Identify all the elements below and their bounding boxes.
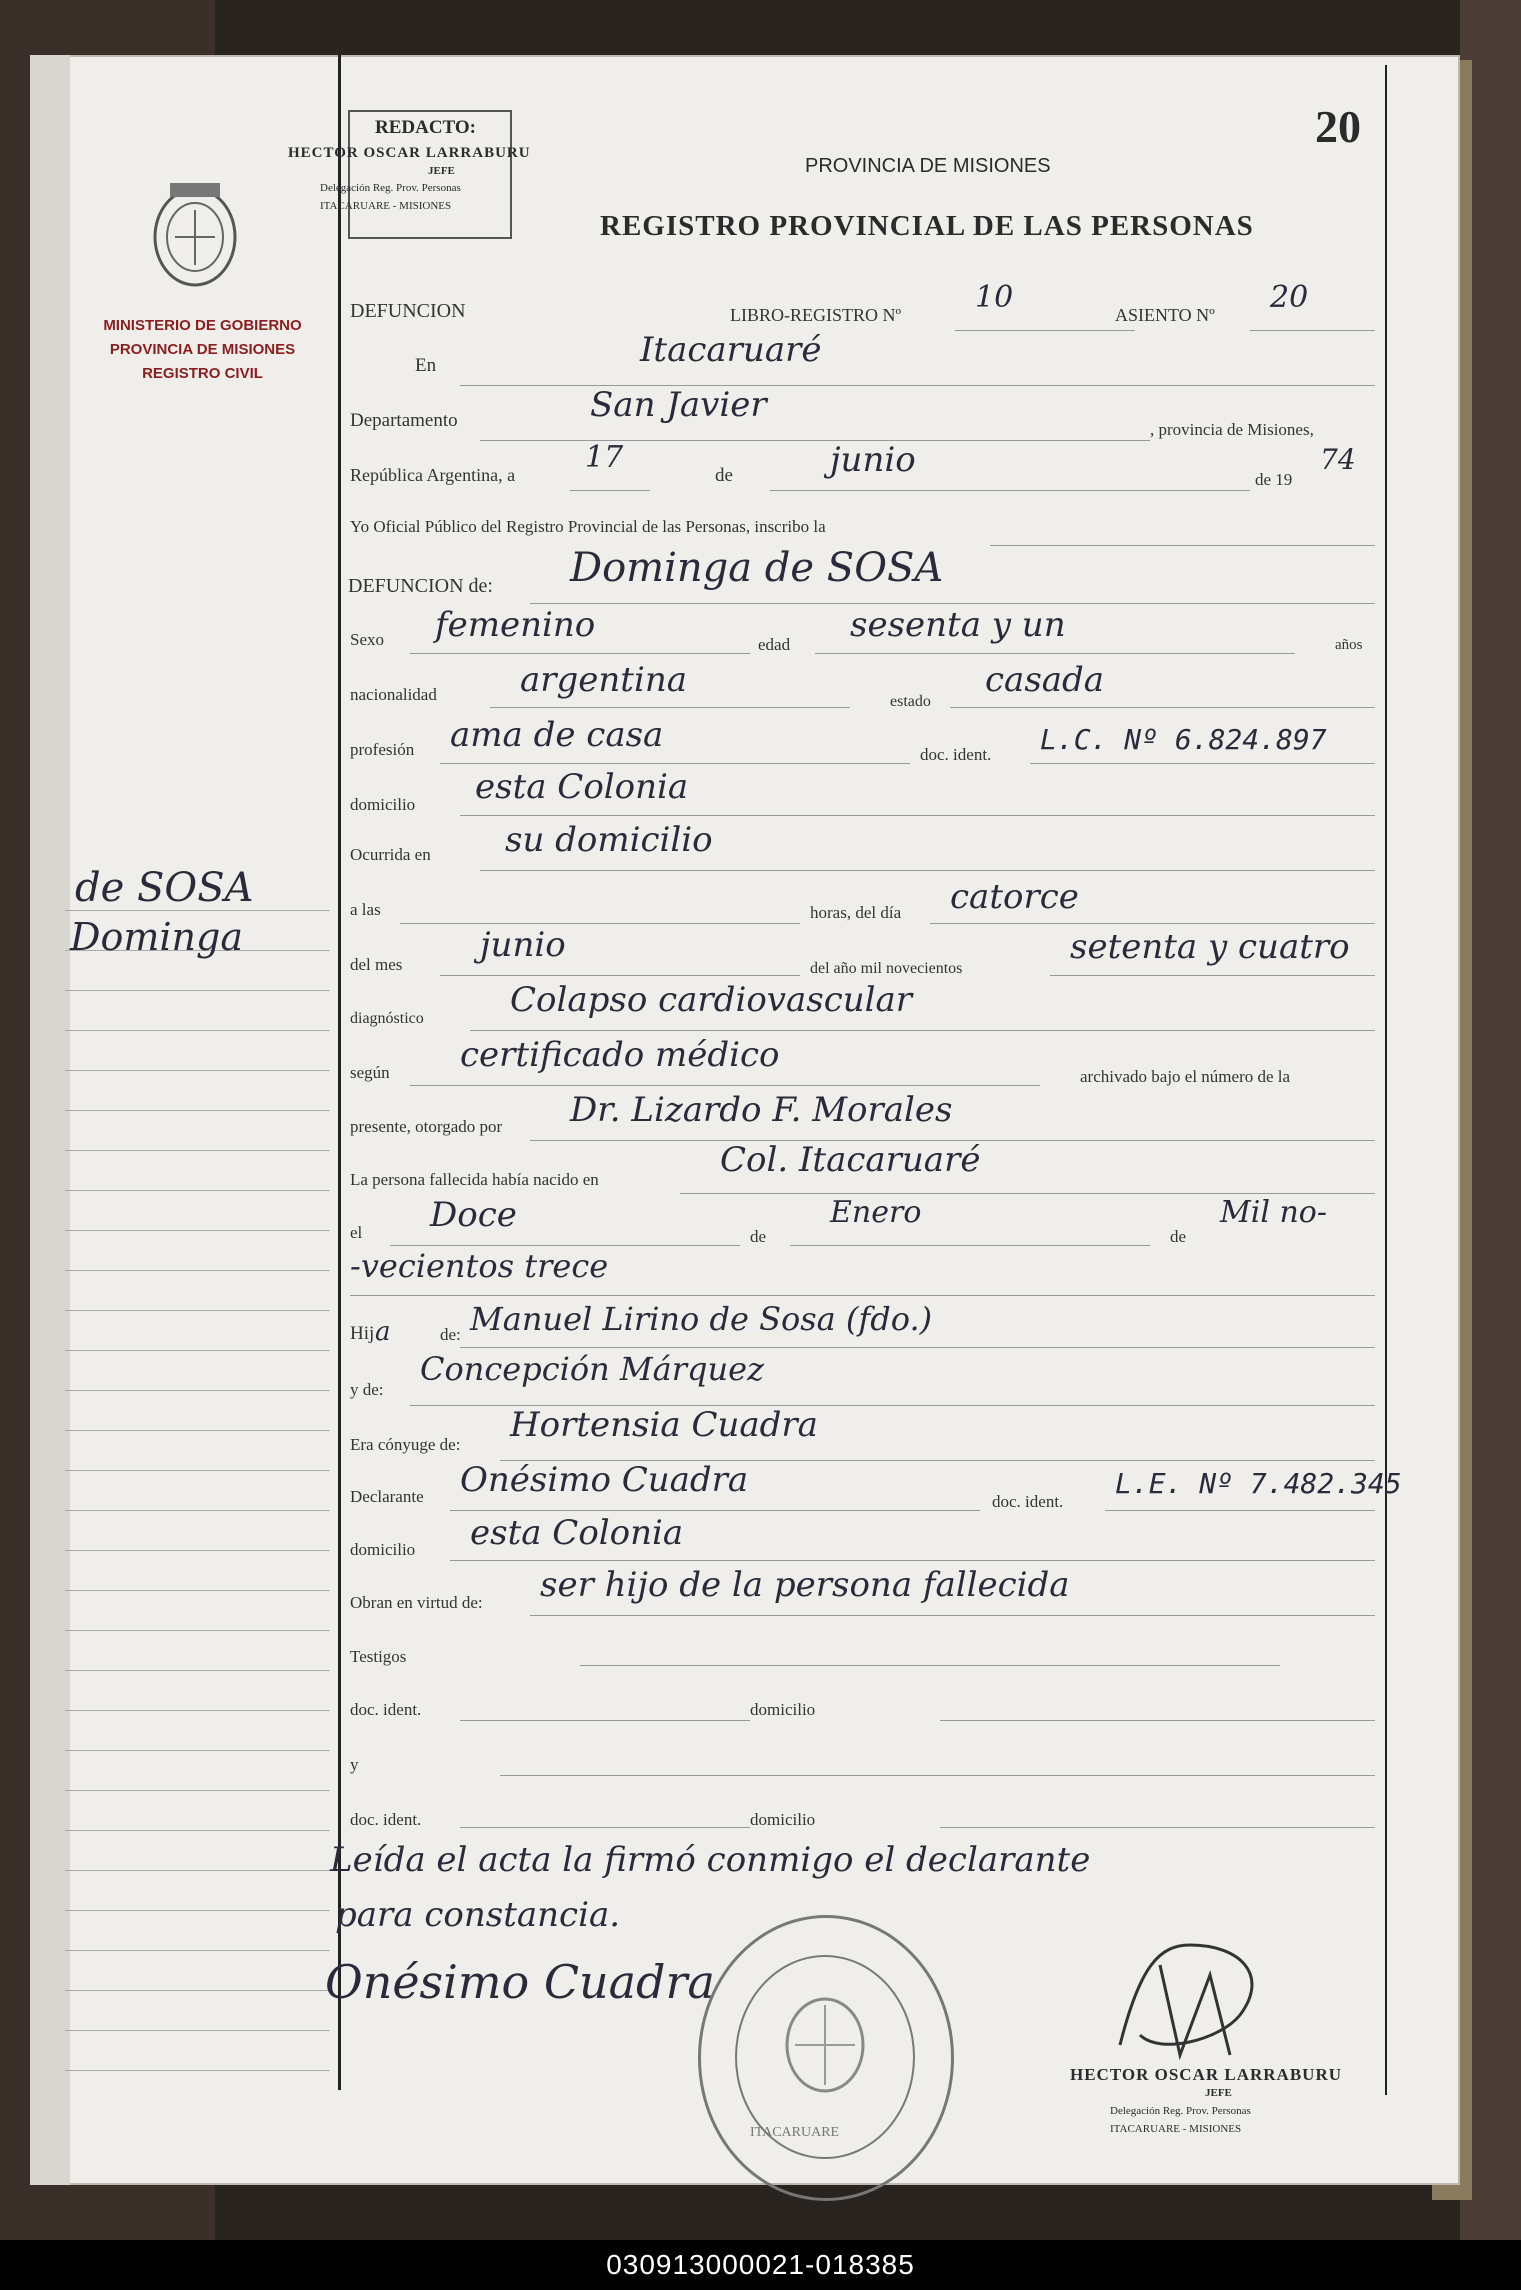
day-rule [570,490,650,491]
age-rule [815,653,1295,654]
witness1-doc-rule [460,1720,750,1721]
margin-rule [65,1790,330,1791]
de-label: de [715,465,733,486]
born-de-label: de [750,1227,767,1246]
dept-rule [480,440,1150,441]
age-label: edad [758,635,791,654]
occurred-label: Ocurrida en [350,845,431,864]
month-word-label: del mes [350,955,403,974]
witness2-dom-label: domicilio [750,1810,816,1829]
state-label: estado [890,693,931,710]
closing-line2: para constancia. [335,1895,621,1935]
margin-rule [65,1510,330,1511]
death-of-value: Dominga de SOSA [570,545,944,591]
sex-label: Sexo [350,630,384,649]
stamp-name: HECTOR OSCAR LARRABURU [288,145,531,161]
death-of-label: DEFUNCION de: [348,575,493,597]
margin-rule [65,1470,330,1471]
son-label: Hij [350,1323,375,1344]
day-value: 17 [585,440,624,475]
declarant-value: Onésimo Cuadra [460,1460,749,1500]
born-month-rule [790,1245,1150,1246]
born-value: Col. Itacaruaré [720,1140,981,1180]
born-day-value: Doce [430,1195,517,1235]
year-value: 74 [1320,443,1356,476]
header-title: REGISTRO PROVINCIAL DE LAS PERSONAS [600,210,1254,242]
margin-rule [65,1150,330,1151]
according-rule [410,1085,1040,1086]
margin-rule [65,1270,330,1271]
and-label: y de: [350,1380,384,1399]
born-year-cont-rule [350,1295,1375,1296]
diagnosis-rule [470,1030,1375,1031]
profession-rule [440,763,910,764]
margin-rule [65,990,330,991]
margin-rule [65,1190,330,1191]
declarant-doc-rule [1105,1510,1375,1511]
witnesses-label: Testigos [350,1647,407,1666]
bottom-stamp-line4: ITACARUARE - MISIONES [1110,2123,1242,2135]
age-value: sesenta y un [850,605,1066,645]
footer-id: 030913000021-018385 [0,2240,1521,2290]
coat-of-arms-icon [140,175,250,295]
born-rule [680,1193,1375,1194]
declarant-dom-label: domicilio [350,1540,416,1559]
nationality-label: nacionalidad [350,685,437,704]
dept-value: San Javier [590,385,767,425]
header-province: PROVINCIA DE MISIONES [805,155,1051,177]
margin-rule [65,1070,330,1071]
domicile-label: domicilio [350,795,416,814]
declarant-doc-label: doc. ident. [992,1492,1064,1511]
margin-rule [65,1630,330,1631]
book-label: LIBRO-REGISTRO Nº [730,305,902,325]
seal-town: ITACARUARE [750,2125,840,2140]
province-suffix: , provincia de Misiones, [1150,420,1314,439]
state-rule [950,707,1375,708]
margin-rule [65,1350,330,1351]
margin-surname: de SOSA [75,865,254,911]
official-signature-icon [1100,1905,1280,2075]
spouse-value: Hortensia Cuadra [510,1405,818,1445]
nationality-value: argentina [520,660,688,700]
stamp-line3: Delegación Reg. Prov. Personas [320,182,461,194]
year-words-rule [1050,975,1375,976]
born-day-rule [390,1245,740,1246]
spouse-label: Era cónyuge de: [350,1435,461,1454]
seal-emblem-icon [775,1990,875,2100]
margin-rule [65,2030,330,2031]
born-year-value: Mil no- [1220,1195,1327,1230]
present-label: presente, otorgado por [350,1117,503,1136]
born-month-value: Enero [830,1195,922,1230]
margin-rule [65,1830,330,1831]
margin-rule [65,1110,330,1111]
official-rule [990,545,1375,546]
diagnosis-value: Colapso cardiovascular [510,980,913,1020]
father-value: Manuel Lirino de Sosa (fdo.) [470,1300,933,1338]
docident-rule [1030,763,1375,764]
archived-label: archivado bajo el número de la [1080,1067,1291,1086]
sex-value: femenino [435,605,596,645]
republic-label: República Argentina, a [350,465,516,485]
margin-name: Dominga [70,915,243,959]
margin-rule [65,1710,330,1711]
profession-value: ama de casa [450,715,664,755]
years-label: años [1335,637,1363,653]
domicile-value: esta Colonia [475,767,689,807]
stamp-role: JEFE [428,165,455,177]
act-rule [530,1615,1375,1616]
binding-strip [30,55,70,2185]
declarant-label: Declarante [350,1487,424,1506]
year-words-value: setenta y cuatro [1070,927,1350,967]
official-text: Yo Oficial Público del Registro Provincial de las Personas, inscribo la [350,517,826,536]
act-value: ser hijo de la persona fallecida [540,1565,1070,1605]
margin-rule [65,1430,330,1431]
margin-rule [65,1750,330,1751]
province-label: PROVINCIA DE MISIONES [109,341,296,358]
present-value: Dr. Lizardo F. Morales [570,1090,953,1130]
witness1-doc-label: doc. ident. [350,1700,422,1719]
margin-rule [65,1310,330,1311]
declarant-doc-value: L.E. Nº 7.482.345 [1115,1467,1402,1500]
profession-label: profesión [350,740,415,759]
domicile-rule [460,815,1375,816]
diagnosis-label: diagnóstico [350,1010,424,1027]
at-label: a las [350,900,381,919]
year-words-label: del año mil novecientos [810,960,963,977]
sex-rule [410,653,750,654]
entry-value: 20 [1270,280,1309,315]
entry-label: ASIENTO Nº [1115,305,1215,325]
nationality-rule [490,707,850,708]
ministry-label: MINISTERIO DE GOBIERNO [103,317,302,334]
registry-label: REGISTRO CIVIL [142,365,263,382]
son-suffix: a [375,1317,391,1347]
witness2-rule [500,1775,1375,1776]
closing-line1: Leída el acta la firmó conmigo el declarante [330,1840,1091,1880]
declarant-signature: Onésimo Cuadra [325,1955,715,2009]
witness1-dom-label: domicilio [750,1700,816,1719]
margin-rule [65,1950,330,1951]
according-value: certificado médico [460,1035,780,1075]
en-label: En [415,355,437,376]
book-value: 10 [975,280,1014,315]
witness2-doc-rule [460,1827,750,1828]
born-label: La persona fallecida había nacido en [350,1170,599,1189]
right-border-line [1385,65,1387,2095]
docident-value: L.C. Nº 6.824.897 [1040,723,1327,756]
son-de-label: de: [440,1325,461,1344]
margin-rule [65,1230,330,1231]
witness2-dom-rule [940,1827,1375,1828]
declarant-dom-value: esta Colonia [470,1513,684,1553]
father-rule [460,1347,1375,1348]
hours-label: horas, del día [810,903,902,922]
document-page [30,55,1460,2185]
stamp-title: REDACTO: [375,117,476,138]
margin-rule [65,1590,330,1591]
defuncion-type-label: DEFUNCION [350,300,466,322]
bottom-stamp-name: HECTOR OSCAR LARRABURU [1070,2065,1342,2084]
month-word-rule [440,975,800,976]
margin-rule [65,1870,330,1871]
month-word-value: junio [480,925,566,965]
margin-rule [65,2070,330,2071]
bottom-stamp-role: JEFE [1205,2087,1232,2099]
witness1-dom-rule [940,1720,1375,1721]
left-border-line [338,55,341,2090]
born-year-label: de [1170,1227,1187,1246]
docident-label: doc. ident. [920,745,992,764]
mother-value: Concepción Márquez [420,1350,764,1388]
hours-rule [930,923,1375,924]
month-value: junio [830,440,916,480]
margin-rule [65,1990,330,1991]
entry-rule [1250,330,1375,331]
at-rule [400,923,800,924]
born-year-cont: -vecientos trece [350,1247,609,1285]
month-rule [770,490,1250,491]
declarant-dom-rule [450,1560,1375,1561]
el-label: el [350,1223,363,1242]
witness2-doc-label: doc. ident. [350,1810,422,1829]
act-label: Obran en virtud de: [350,1593,483,1612]
margin-rule [65,1390,330,1391]
margin-rule [65,1910,330,1911]
margin-rule [65,1030,330,1031]
page-number: 20 [1315,101,1361,152]
witnesses-rule [580,1665,1280,1666]
declarant-rule [450,1510,980,1511]
en-value: Itacaruaré [640,330,822,370]
occurred-value: su domicilio [505,820,713,860]
dept-label: Departamento [350,410,458,431]
occurred-rule [480,870,1375,871]
year-prefix: de 19 [1255,470,1293,489]
day-word-value: catorce [950,877,1079,917]
witness2-y-label: y [350,1755,359,1774]
state-value: casada [985,660,1105,700]
stamp-line4: ITACARUARE - MISIONES [320,200,452,212]
book-rule [955,330,1135,331]
margin-rule [65,1670,330,1671]
bottom-stamp-line3: Delegación Reg. Prov. Personas [1110,2105,1251,2117]
death-of-rule [530,603,1375,604]
according-label: según [350,1063,390,1082]
margin-rule [65,1550,330,1551]
